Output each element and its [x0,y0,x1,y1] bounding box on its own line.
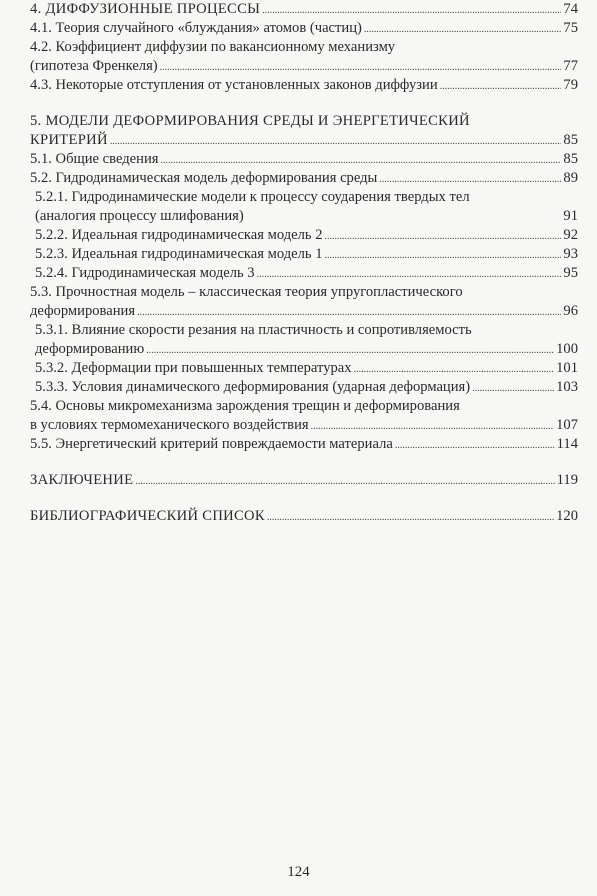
toc-entry-title-line1: 5.3.1. Влияние скорости резания на пластичность и сопротивляемость [35,322,472,338]
toc-entry-title-line2: (аналогия процессу шлифования) [35,208,244,224]
toc-page-number: 85 [563,151,578,167]
toc-entry-title-line1: 5.3. Прочностная модель – классическая теория упругопластического [30,284,463,300]
toc-entry-title: 4.1. Теория случайного «блуждания» атомов (частиц) [30,20,362,36]
toc-entry-title: 5.3.2. Деформации при повышенных температурах [35,360,352,376]
toc-entry-title: 5.2.2. Идеальная гидродинамическая модель 2 [35,227,323,243]
toc-entry-title: 5.2.4. Гидродинамическая модель 3 [35,265,255,281]
toc-entry-title: 4.3. Некоторые отступления от установленных законов диффузии [30,77,438,93]
leader-dots [325,246,562,265]
toc-entry-5-3-3 [30,378,578,397]
toc-page-number: 120 [556,508,578,524]
toc-entry-5-1 [30,150,578,169]
toc-entry-title-line1: 5. МОДЕЛИ ДЕФОРМИРОВАНИЯ СРЕДЫ И ЭНЕРГЕТИЧЕСКИЙ [30,113,470,129]
toc-entry-title: 5.1. Общие сведения [30,151,159,167]
toc-entry-5-5 [30,435,578,454]
toc-entry-title: БИБЛИОГРАФИЧЕСКИЙ СПИСОК [30,508,265,524]
toc-page-number: 100 [556,341,578,357]
page-number: 124 [287,864,310,880]
toc-entry-title: 5.2. Гидродинамическая модель деформирования среды [30,170,378,186]
leader-dots [135,472,554,491]
toc-entry-title: 5.2.3. Идеальная гидродинамическая модель 1 [35,246,323,262]
toc-page-number: 75 [563,20,578,36]
toc-page-number: 92 [563,227,578,243]
toc-entry-title: 4. ДИФФУЗИОННЫЕ ПРОЦЕССЫ [30,1,261,17]
toc-page-number: 79 [563,77,578,93]
toc-entry-5-2-4 [30,264,578,283]
toc-entry-4-1 [30,19,578,38]
toc-entry-5-2-2 [30,226,578,245]
toc-entry-title-line2: КРИТЕРИЙ [30,132,108,148]
toc-page-number: 77 [563,58,578,74]
toc-entry-title-line2: деформирования [30,303,136,319]
leader-dots [364,20,562,39]
toc-page-number: 74 [563,1,578,17]
leader-dots [379,170,561,189]
toc-entry-title: ЗАКЛЮЧЕНИЕ [30,472,134,488]
leader-dots [160,151,561,170]
toc-entry-title: 5.3.3. Условия динамического деформирования (ударная деформация) [35,379,471,395]
toc-entry-5-4 [30,397,578,435]
leader-dots [137,303,561,322]
toc-entry-title-line1: 4.2. Коэффициент диффузии по вакансионному механизму [30,39,396,55]
leader-dots [262,1,561,20]
toc-entry-title: 5.5. Энергетический критерий повреждаемости материала [30,436,393,452]
toc-page-number: 91 [563,208,578,224]
toc-page-number: 119 [556,472,578,488]
toc-entry-5-3-1 [30,321,578,359]
toc-entry-5-3 [30,283,578,321]
toc-page-number: 103 [556,379,578,395]
leader-dots [146,341,554,360]
table-of-contents [30,0,578,526]
leader-dots [311,417,555,436]
toc-entry-4-2 [30,38,578,76]
leader-dots [110,132,562,151]
toc-entry-4-3 [30,76,578,95]
toc-entry-title-line1: 5.4. Основы микромеханизма зарождения трещин и деформирования [30,398,460,414]
leader-dots [160,58,562,77]
toc-entry-5-3-2 [30,359,578,378]
leader-dots [267,508,554,527]
toc-page-number: 101 [556,360,578,376]
toc-page-number: 96 [563,303,578,319]
toc-entry-bibliography [30,507,578,526]
leader-dots [440,77,562,96]
toc-entry-title-line1: 5.2.1. Гидродинамические модели к процессу соударения твердых тел [35,189,470,205]
toc-entry-5-2-1 [30,188,578,226]
toc-entry-title-line2: деформированию [35,341,145,357]
leader-dots [395,436,555,455]
leader-dots [472,379,554,398]
toc-entry-title-line2: в условиях термомеханического воздействия [30,417,309,433]
toc-page-number: 95 [563,265,578,281]
leader-dots [257,265,562,284]
toc-page-number: 93 [563,246,578,262]
toc-page-number: 114 [556,436,578,452]
toc-entry-title-line2: (гипотеза Френкеля) [30,58,158,74]
leader-dots [354,360,555,379]
toc-entry-chapter-4 [30,0,578,19]
toc-page-number: 89 [563,170,578,186]
toc-page-number: 85 [563,132,578,148]
toc-entry-chapter-5 [30,112,578,150]
toc-entry-5-2 [30,169,578,188]
leader-dots [325,227,562,246]
toc-page-number: 107 [556,417,578,433]
toc-entry-5-2-3 [30,245,578,264]
toc-entry-conclusion [30,471,578,490]
